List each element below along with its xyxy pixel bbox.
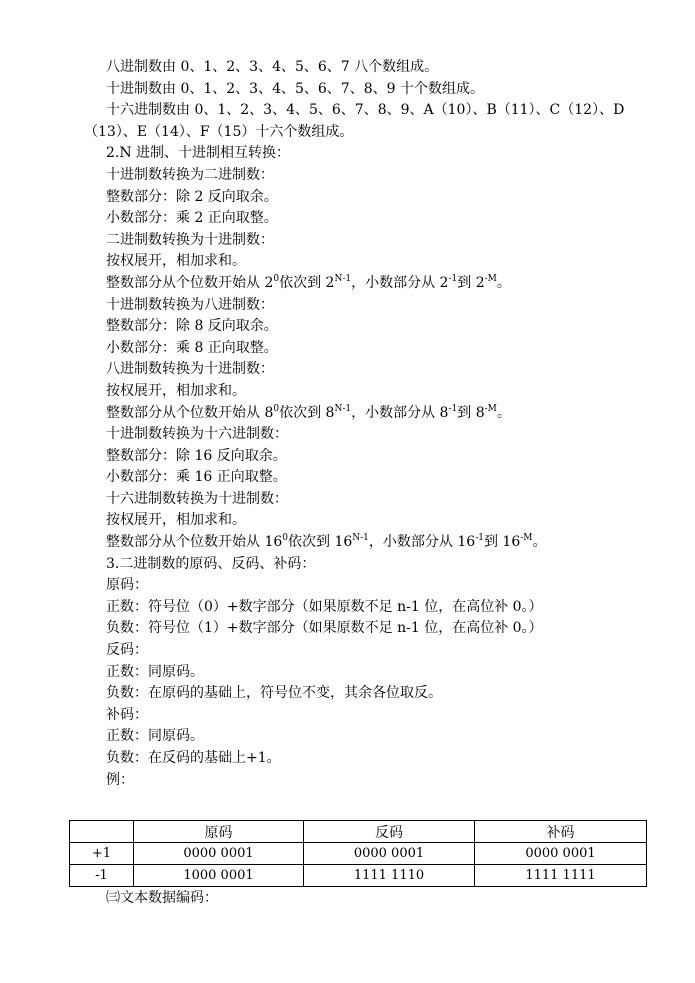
dec-to-hex-title: 十进制数转换为十六进制数： [106,426,288,443]
table-cell: 1111 1111 [475,865,647,887]
original-code-title: 原码： [106,577,148,594]
table-cell: 0000 0001 [475,843,647,865]
document-body [84,57,654,791]
twos-complement-positive: 正数：同原码。 [106,728,204,745]
table-header-cell: 补码 [475,821,647,843]
hex-digits-line: 十六进制数由 0、1、2、3、4、5、6、7、8、9、A（10）、B（11）、C（12）、D（13）、E（14）、F（15）十六个数组成。 [84,102,625,140]
bin-to-dec-rule: 按权展开，相加求和。 [106,253,246,270]
oct-to-dec-title: 八进制数转换为十进制数： [106,361,274,378]
table-cell: 0000 0001 [134,843,304,865]
twos-complement-title: 补码： [106,706,148,723]
table-header-row [70,821,647,843]
dec-to-oct-title: 十进制数转换为八进制数： [106,296,274,313]
dec-to-hex-integer-rule: 整数部分：除 16 反向取余。 [106,447,287,464]
oct-to-dec-rule: 按权展开，相加求和。 [106,382,246,399]
bin-weight-range: 整数部分从个位数开始从 $2^0$依次到 $2^{N-1}$，小数部分从 $2^{-1}$到 $2^{-M}$。 [106,273,511,291]
original-code-negative: 负数：符号位（1）+数字部分（如果原数不足 n-1 位，在高位补 0。） [106,620,543,637]
section-2-heading: 2.N 进制、十进制相互转换： [106,145,291,162]
ones-complement-positive: 正数：同原码。 [106,663,204,680]
table-cell: -1 [70,865,134,887]
section-3-heading: 3.二进制数的原码、反码、补码： [106,555,316,572]
ones-complement-title: 反码： [106,642,148,659]
dec-to-bin-title: 十进制数转换为二进制数： [106,166,274,183]
table-row [70,865,647,887]
octal-digits-line: 八进制数由 0、1、2、3、4、5、6、7 八个数组成。 [106,59,439,75]
code-comparison-table [69,820,647,887]
dec-to-oct-fraction-rule: 小数部分：乘 8 正向取整。 [106,339,278,356]
table-row [70,843,647,865]
twos-complement-negative: 负数：在反码的基础上+1。 [106,750,281,766]
decimal-digits-line: 十进制数由 0、1、2、3、4、5、6、7、8、9 十个数组成。 [106,80,484,97]
hex-to-dec-rule: 按权展开，相加求和。 [106,512,246,529]
table-cell: 1000 0001 [134,865,304,887]
dec-to-bin-fraction-rule: 小数部分：乘 2 正向取整。 [106,210,278,227]
dec-to-bin-integer-rule: 整数部分：除 2 反向取余。 [106,188,278,205]
hex-weight-range: 整数部分从个位数开始从 $16^0$依次到 $16^{N-1}$，小数部分从 $16^{-1}$到 $16^{-M}$。 [106,533,547,551]
table-header-cell: 原码 [134,821,304,843]
table-cell: 0000 0001 [304,843,475,865]
text-data-encoding-heading: ㈢文本数据编码： [106,890,218,906]
table-cell: +1 [70,843,134,865]
example-label: 例： [106,771,134,788]
dec-to-oct-integer-rule: 整数部分：除 8 反向取余。 [106,318,278,335]
table-cell: 1111 1110 [304,865,475,887]
original-code-positive: 正数：符号位（0）+数字部分（如果原数不足 n-1 位，在高位补 0。） [106,598,543,615]
dec-to-hex-fraction-rule: 小数部分：乘 16 正向取整。 [106,469,287,486]
ones-complement-negative: 负数：在原码的基础上，符号位不变，其余各位取反。 [106,685,442,702]
table-header-cell [70,821,134,843]
hex-to-dec-title: 十六进制数转换为十进制数： [106,490,288,507]
table-header-cell: 反码 [304,821,475,843]
bin-to-dec-title: 二进制数转换为十进制数： [106,231,274,248]
oct-weight-range: 整数部分从个位数开始从 $8^0$依次到 $8^{N-1}$，小数部分从 $8^{-1}$到 $8^{-M}$。 [106,403,511,421]
